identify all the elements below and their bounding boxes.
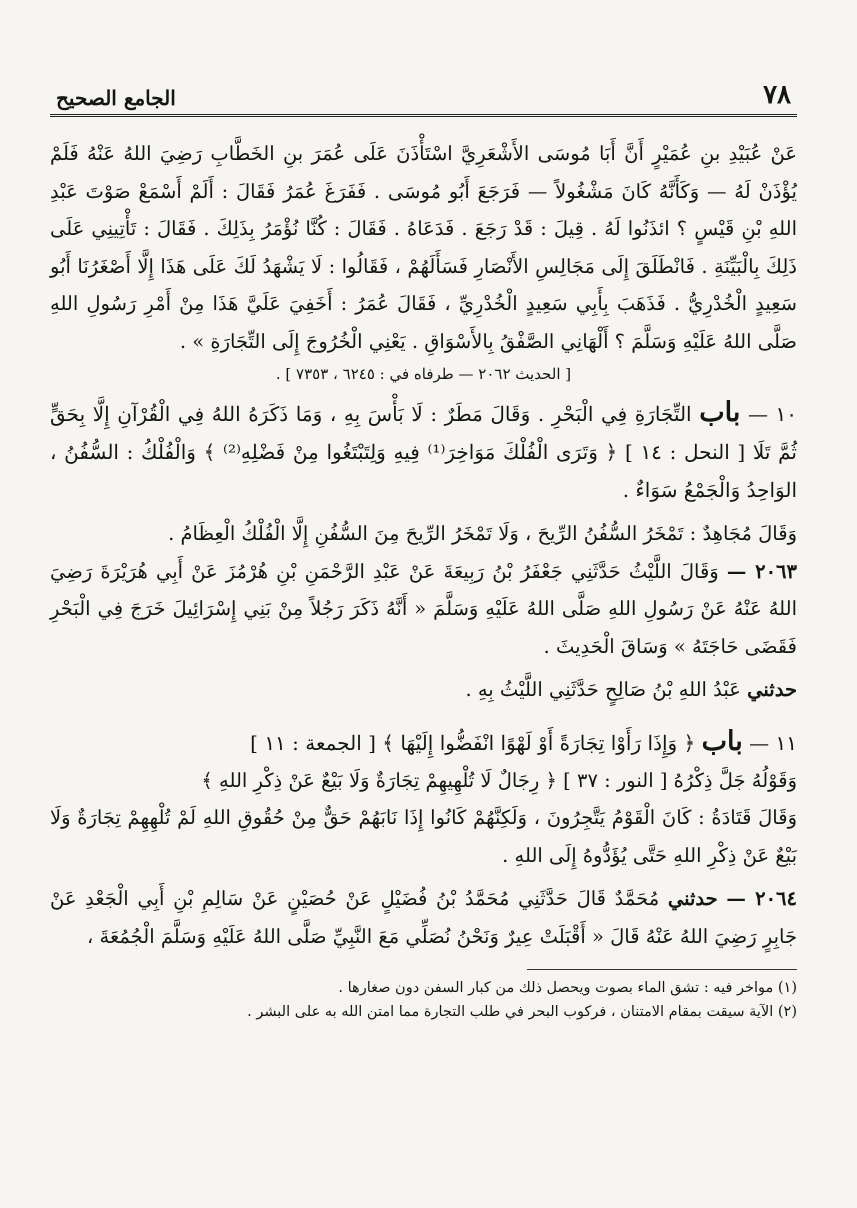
page-content	[50, 135, 797, 1024]
hadith-number: ٢٠٦٤ —	[726, 887, 797, 910]
hadith-number: ٢٠٦٣ —	[726, 559, 797, 583]
hadith-cross-reference: [ الحديث ٢٠٦٢ — طرفاه في : ٦٢٤٥ ، ٧٣٥٣ ] .	[275, 365, 572, 383]
chapter-text: التِّجَارَةِ فِي الْبَحْرِ . وَقَالَ مَطَرٌ : لَا بَأْسَ بِهِ ، وَمَا ذَكَرَهُ اللهُ فِي الْقُرْآنِ إِلَّا بِحَقٍّ ثُمَّ تَلَا [ النحل : ١٤ ] ﴿ وَتَرَى الْفُلْكَ مَوَاخِرَ⁽¹⁾ فِيهِ وَلِتَبْتَغُوا مِنْ فَضْلِهِ⁽²⁾ ﴾ وَالْفُلْكُ : السُّفُنُ ، الوَاحِدُ وَالْجَمْعُ سَوَاءٌ .	[50, 402, 797, 502]
hadith-text: وَقَالَ اللَّيْثُ حَدَّثَنِي جَعْفَرُ بْنُ رَبِيعَةَ عَنْ عَبْدِ الرَّحْمَنِ بْنِ هُرْمُزَ عَنْ أَبِي هُرَيْرَةَ رَضِيَ اللهُ عَنْهُ عَنْ رَسُولِ اللهِ صَلَّى اللهُ عَلَيْهِ وَسَلَّمَ « أَنَّهُ ذَكَرَ رَجُلاً مِنْ بَنِي إِسْرَائِيلَ خَرَجَ فِي الْبَحْرِ فَقَضَى حَاجَتَهُ » وَسَاقَ الْحَدِيثَ .	[50, 559, 797, 658]
running-title: الجامع الصحيح	[56, 86, 176, 110]
page-header	[50, 70, 797, 117]
quran-verse-quote: وَقَوْلُهُ جَلَّ ذِكْرُهُ [ النور : ٣٧ ] ﴿ رِجَالٌ لَا تُلْهِيهِمْ تِجَارَةٌ وَلَا بَيْعٌ عَنْ ذِكْرِ اللهِ ﴾	[201, 768, 797, 792]
chain-lead-word: حدثني	[667, 887, 718, 910]
mujahid-saying: وَقَالَ مُجَاهِدٌ : تَمْخَرُ السُّفُنُ الرِّيحَ ، وَلَا تَمْخَرُ الرِّيحَ مِنَ السُّفُنِ إِلَّا الْفُلْكُ الْعِظَامُ .	[168, 522, 797, 545]
chapter-11	[50, 723, 797, 762]
chapter-text: ﴿ وَإِذَا رَأَوْا تِجَارَةً أَوْ لَهْوًا انْفَضُّوا إِلَيْهَا ﴾ [ الجمعة : ١١ ]	[250, 730, 696, 755]
chain-text: عَبْدُ اللهِ بْنُ صَالِحٍ حَدَّثَنِي اللَّيْثُ بِهِ .	[465, 678, 741, 701]
qatada-saying: وَقَالَ قَتَادَةُ : كَانَ الْقَوْمُ يَتَّجِرُونَ ، وَلَكِنَّهُمْ كَانُوا إِذَا نَابَهُمْ حَقٌّ مِنْ حُقُوقِ اللهِ لَمْ تُلْهِهِمْ تِجَارَةٌ وَلَا بَيْعٌ عَنْ ذِكْرِ اللهِ حَتَّى يُؤَدُّوهُ إِلَى اللهِ .	[50, 806, 797, 867]
chapter-keyword: باب	[699, 397, 741, 428]
chapter-keyword: باب	[701, 725, 743, 757]
footnote-1: (١) مواخر فيه : تشق الماء بصوت ويحصل ذلك من كبار السفن دون صغارها .	[338, 980, 797, 996]
footnote-divider	[527, 969, 797, 970]
haddathani-chain	[50, 671, 797, 709]
hadith-2063	[50, 553, 797, 666]
chain-lead-word: حدثني	[747, 678, 797, 701]
chapter-10	[50, 394, 797, 509]
hadith-2062-text: عَنْ عُبَيْدِ بنِ عُمَيْرٍ أَنَّ أَبَا مُوسَى الأَشْعَرِيَّ اسْتَأْذَنَ عَلَى عُمَرَ بنِ الخَطَّابِ رَضِيَ اللهُ عَنْهُ فَلَمْ يُؤْذَنْ لَهُ — وَكَأَنَّهُ كَانَ مَشْغُولاً — فَرَجَعَ أَبُو مُوسَى . فَفَرَغَ عُمَرُ فَقَالَ : أَلَمْ أَسْمَعْ صَوْتَ عَبْدِ اللهِ بْنِ قَيْسٍ ؟ ائذَنُوا لَهُ . قِيلَ : قَدْ رَجَعَ . فَدَعَاهُ . فَقَالَ : كُنَّا نُؤْمَرُ بِذَلِكَ . فَقَالَ : تَأْتِينِي عَلَى ذَلِكَ بِالْبَيِّنَةِ . فَانْطَلَقَ إِلَى مَجَالِسِ الأَنْصَارِ فَسَأَلَهُمْ ، فَقَالُوا : لَا يَشْهَدُ لَكَ عَلَى هَذَا إِلَّا أَصْغَرُنَا أَبُو سَعِيدٍ الْخُدْرِيُّ . فَذَهَبَ بِأَبِي سَعِيدٍ الْخُدْرِيِّ ، فَقَالَ عُمَرُ : أَخَفِيَ عَلَيَّ هَذَا مِنْ أَمْرِ رَسُولِ اللهِ صَلَّى اللهُ عَلَيْهِ وَسَلَّمَ ؟ أَلْهَانِي الصَّفْقُ بِالأَسْوَاقِ . يَعْنِي الْخُرُوجَ إِلَى التِّجَارَةِ » .	[50, 142, 797, 353]
chapter-number: ١١ —	[749, 730, 797, 755]
hadith-2064	[50, 880, 797, 955]
hadith-text: مُحَمَّدٌ قَالَ حَدَّثَنِي مُحَمَّدُ بْنُ فُضَيْلٍ عَنْ حُصَيْنٍ عَنْ سَالِمِ بْنِ أَبِي الْجَعْدِ عَنْ جَابِرٍ رَضِيَ اللهُ عَنْهُ قَالَ « أَقْبَلَتْ عِيرٌ وَنَحْنُ نُصَلِّي مَعَ النَّبِيِّ صَلَّى اللهُ عَلَيْهِ وَسَلَّمَ الْجُمُعَةَ ،	[50, 887, 797, 948]
chapter-number: ١٠ —	[747, 402, 797, 426]
page-number: ٧٨	[763, 80, 791, 110]
footnote-2: (٢) الآية سيقت بمقام الامتنان ، فركوب البحر في طلب التجارة مما امتن الله به على البشر .	[247, 1004, 797, 1020]
